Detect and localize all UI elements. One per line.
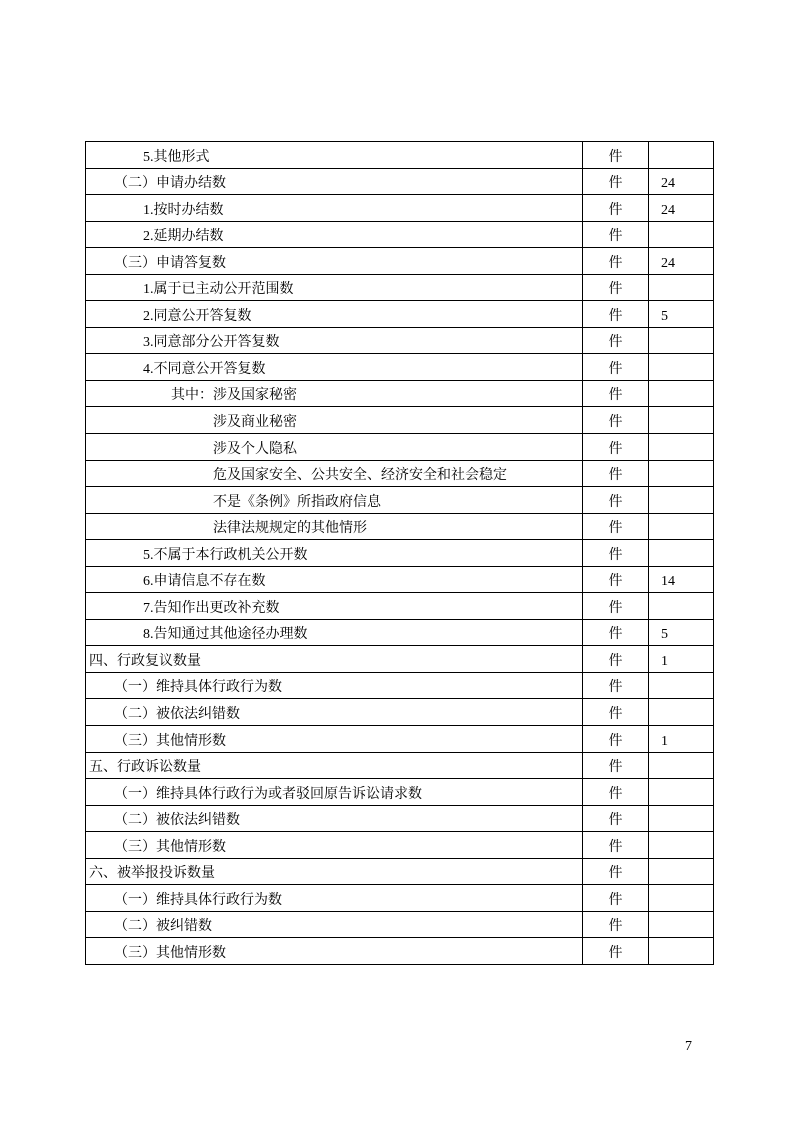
table-row bbox=[86, 221, 714, 248]
row-indicator-label: （三）其他情形数 bbox=[86, 832, 583, 859]
row-unit: 件 bbox=[583, 487, 649, 514]
row-indicator-label: 4.不同意公开答复数 bbox=[86, 354, 583, 381]
row-indicator-label: 6.申请信息不存在数 bbox=[86, 566, 583, 593]
row-indicator-label: （一）维持具体行政行为数 bbox=[86, 672, 583, 699]
row-unit: 件 bbox=[583, 805, 649, 832]
row-unit: 件 bbox=[583, 566, 649, 593]
row-value bbox=[649, 858, 714, 885]
row-value: 24 bbox=[649, 248, 714, 275]
row-value: 24 bbox=[649, 195, 714, 222]
row-unit: 件 bbox=[583, 354, 649, 381]
row-unit: 件 bbox=[583, 885, 649, 912]
table-row bbox=[86, 726, 714, 753]
table-row bbox=[86, 805, 714, 832]
row-value bbox=[649, 221, 714, 248]
row-indicator-label: （二）被纠错数 bbox=[86, 911, 583, 938]
row-value bbox=[649, 540, 714, 567]
row-indicator-label: 3.同意部分公开答复数 bbox=[86, 327, 583, 354]
table-row bbox=[86, 142, 714, 169]
row-unit: 件 bbox=[583, 911, 649, 938]
row-unit: 件 bbox=[583, 726, 649, 753]
row-unit: 件 bbox=[583, 142, 649, 169]
row-unit: 件 bbox=[583, 168, 649, 195]
row-value bbox=[649, 460, 714, 487]
table-row bbox=[86, 327, 714, 354]
table-row bbox=[86, 407, 714, 434]
table-row bbox=[86, 832, 714, 859]
row-value bbox=[649, 752, 714, 779]
table-row bbox=[86, 540, 714, 567]
row-unit: 件 bbox=[583, 460, 649, 487]
row-unit: 件 bbox=[583, 593, 649, 620]
row-unit: 件 bbox=[583, 513, 649, 540]
row-unit: 件 bbox=[583, 540, 649, 567]
table-row bbox=[86, 274, 714, 301]
row-unit: 件 bbox=[583, 274, 649, 301]
table-row bbox=[86, 858, 714, 885]
row-unit: 件 bbox=[583, 619, 649, 646]
row-indicator-label: （三）申请答复数 bbox=[86, 248, 583, 275]
row-indicator-label: 其中：涉及国家秘密 bbox=[86, 380, 583, 407]
row-value bbox=[649, 327, 714, 354]
row-value bbox=[649, 354, 714, 381]
row-value bbox=[649, 832, 714, 859]
row-unit: 件 bbox=[583, 938, 649, 965]
row-value bbox=[649, 699, 714, 726]
table-row bbox=[86, 434, 714, 461]
table-row bbox=[86, 301, 714, 328]
row-indicator-label: 1.按时办结数 bbox=[86, 195, 583, 222]
row-indicator-label: 1.属于已主动公开范围数 bbox=[86, 274, 583, 301]
row-value: 5 bbox=[649, 619, 714, 646]
row-indicator-label: （二）被依法纠错数 bbox=[86, 805, 583, 832]
table-row bbox=[86, 885, 714, 912]
row-value bbox=[649, 513, 714, 540]
row-unit: 件 bbox=[583, 434, 649, 461]
row-unit: 件 bbox=[583, 779, 649, 806]
table-row bbox=[86, 487, 714, 514]
row-unit: 件 bbox=[583, 221, 649, 248]
disclosure-statistics-table bbox=[85, 141, 714, 965]
row-value bbox=[649, 911, 714, 938]
row-value bbox=[649, 274, 714, 301]
row-indicator-label: （二）被依法纠错数 bbox=[86, 699, 583, 726]
row-indicator-label: 5.其他形式 bbox=[86, 142, 583, 169]
row-value bbox=[649, 885, 714, 912]
row-unit: 件 bbox=[583, 646, 649, 673]
row-unit: 件 bbox=[583, 380, 649, 407]
row-indicator-label: 不是《条例》所指政府信息 bbox=[86, 487, 583, 514]
table-row bbox=[86, 779, 714, 806]
row-indicator-label: 六、被举报投诉数量 bbox=[86, 858, 583, 885]
table-row bbox=[86, 566, 714, 593]
row-value: 1 bbox=[649, 726, 714, 753]
row-indicator-label: （三）其他情形数 bbox=[86, 726, 583, 753]
row-unit: 件 bbox=[583, 752, 649, 779]
table-row bbox=[86, 168, 714, 195]
row-value bbox=[649, 672, 714, 699]
page-number: 7 bbox=[685, 1039, 692, 1054]
row-unit: 件 bbox=[583, 858, 649, 885]
row-indicator-label: 五、行政诉讼数量 bbox=[86, 752, 583, 779]
row-indicator-label: 2.延期办结数 bbox=[86, 221, 583, 248]
row-indicator-label: 涉及个人隐私 bbox=[86, 434, 583, 461]
row-unit: 件 bbox=[583, 407, 649, 434]
row-indicator-label: 2.同意公开答复数 bbox=[86, 301, 583, 328]
row-value bbox=[649, 938, 714, 965]
row-indicator-label: 涉及商业秘密 bbox=[86, 407, 583, 434]
row-indicator-label: 危及国家安全、公共安全、经济安全和社会稳定 bbox=[86, 460, 583, 487]
row-value bbox=[649, 407, 714, 434]
row-indicator-label: （二）申请办结数 bbox=[86, 168, 583, 195]
row-indicator-label: 5.不属于本行政机关公开数 bbox=[86, 540, 583, 567]
row-unit: 件 bbox=[583, 672, 649, 699]
row-indicator-label: （三）其他情形数 bbox=[86, 938, 583, 965]
table-row bbox=[86, 911, 714, 938]
row-indicator-label: （一）维持具体行政行为数 bbox=[86, 885, 583, 912]
row-value bbox=[649, 434, 714, 461]
row-indicator-label: 8.告知通过其他途径办理数 bbox=[86, 619, 583, 646]
row-value: 5 bbox=[649, 301, 714, 328]
row-value bbox=[649, 142, 714, 169]
table-row bbox=[86, 460, 714, 487]
row-unit: 件 bbox=[583, 301, 649, 328]
table-row bbox=[86, 195, 714, 222]
row-indicator-label: 四、行政复议数量 bbox=[86, 646, 583, 673]
row-value bbox=[649, 593, 714, 620]
row-value bbox=[649, 805, 714, 832]
row-value: 14 bbox=[649, 566, 714, 593]
table-row bbox=[86, 672, 714, 699]
row-value bbox=[649, 380, 714, 407]
table-body bbox=[86, 142, 714, 965]
table-row bbox=[86, 646, 714, 673]
table-row bbox=[86, 513, 714, 540]
table-row bbox=[86, 354, 714, 381]
table-row bbox=[86, 752, 714, 779]
table-row bbox=[86, 938, 714, 965]
row-value: 1 bbox=[649, 646, 714, 673]
table-row bbox=[86, 248, 714, 275]
row-value: 24 bbox=[649, 168, 714, 195]
row-value bbox=[649, 779, 714, 806]
row-indicator-label: 法律法规规定的其他情形 bbox=[86, 513, 583, 540]
row-indicator-label: （一）维持具体行政行为或者驳回原告诉讼请求数 bbox=[86, 779, 583, 806]
row-unit: 件 bbox=[583, 699, 649, 726]
table-row bbox=[86, 699, 714, 726]
row-unit: 件 bbox=[583, 195, 649, 222]
row-indicator-label: 7.告知作出更改补充数 bbox=[86, 593, 583, 620]
table-row bbox=[86, 619, 714, 646]
row-unit: 件 bbox=[583, 327, 649, 354]
row-unit: 件 bbox=[583, 248, 649, 275]
row-unit: 件 bbox=[583, 832, 649, 859]
row-value bbox=[649, 487, 714, 514]
table-row bbox=[86, 593, 714, 620]
table-row bbox=[86, 380, 714, 407]
